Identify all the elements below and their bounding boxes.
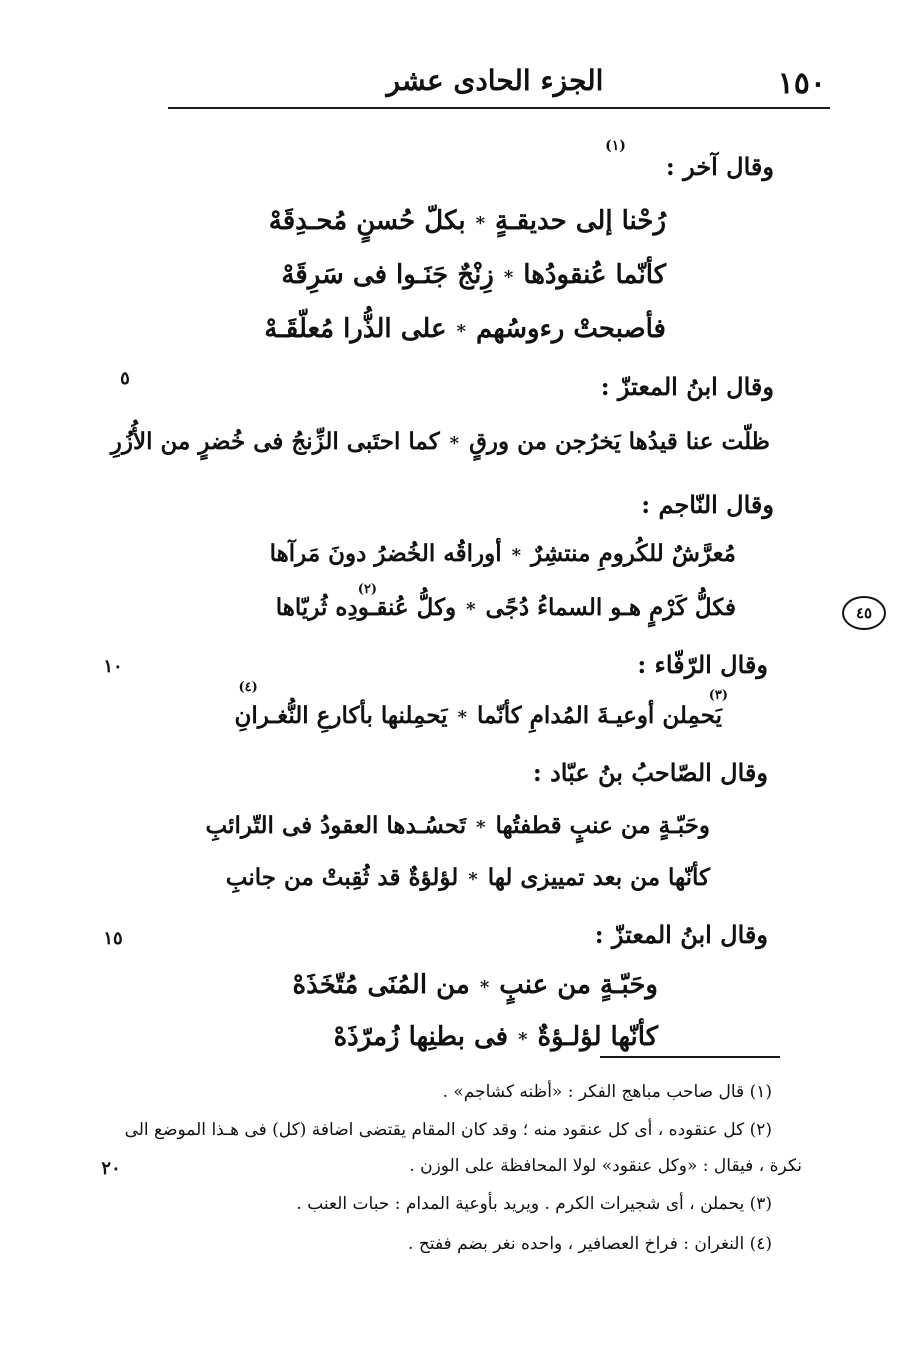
footnote-rule xyxy=(600,1056,780,1058)
verse-second-hemistich: زِنْجٌ جَنَـوا فى سَرِقَهْ xyxy=(281,260,494,290)
verse-separator: * xyxy=(456,321,466,342)
verse-first-hemistich: وحَبّـةٍ من عنبٍ قطفتُها xyxy=(495,812,710,839)
footnote-ref: (٣) xyxy=(708,688,728,703)
poem-intro: وقال ابنُ المعتزّ : xyxy=(594,920,768,949)
verse-separator: * xyxy=(511,545,522,566)
verse-second-hemistich: يَحمِلنها بأكارعِ النُّغـرانِ xyxy=(234,702,448,729)
verse-separator: * xyxy=(479,977,490,998)
margin-line-number: ١٠ xyxy=(103,656,123,677)
verse-first-hemistich: يَحمِلن أوعيـةَ المُدامِ كأنّما xyxy=(477,702,722,729)
verse-first-hemistich: فأصبحتْ رءوسُهم xyxy=(475,314,666,344)
verse-second-hemistich: أوراقُه الخُضرُ دونَ مَرآها xyxy=(269,540,502,567)
verse-separator: * xyxy=(476,817,486,838)
verse-line xyxy=(234,680,728,729)
verse-second-hemistich: وكلُّ عُنقـودِه ثُريّاها xyxy=(275,594,457,621)
verse-line xyxy=(275,582,736,621)
footnote: (٤) النغران : فراخ العصافير ، واحده نغر بضم ففتح . xyxy=(408,1234,772,1254)
verse-second-hemistich: على الذُّرا مُعلّقَـهْ xyxy=(264,314,447,344)
verse-first-hemistich: وحَبّـةٍ من عنبٍ xyxy=(499,970,658,1000)
verse-first-hemistich: كأنّها لؤلـؤةٌ xyxy=(537,1022,658,1052)
verse-second-hemistich: لؤلؤةٌ قد ثُقِبتْ من جانبِ xyxy=(225,864,459,891)
verse-separator: * xyxy=(466,599,476,620)
footnote: (١) قال صاحب مباهج الفكر : «أظنه كشاجم» . xyxy=(442,1082,772,1102)
footnote: (٢) كل عنقوده ، أى كل عنقود منه ؛ وقد كان المقام يقتضى اضافة (كل) فى هـذا الموضع الى xyxy=(124,1120,772,1140)
verse-second-hemistich: بكلّ حُسنٍ مُحـدِقَهْ xyxy=(268,206,466,236)
margin-page-seal: ٤٥ xyxy=(842,596,886,630)
verse-separator: * xyxy=(449,433,460,454)
verse-first-hemistich: كأنّها من بعد تمييزى لها xyxy=(487,864,710,891)
verse-line xyxy=(292,970,658,1000)
verse-separator: * xyxy=(503,267,514,288)
footnote: (٣) يحملن ، أى شجيرات الكرم . ويريد بأوعية المدام : حبات العنب . xyxy=(296,1194,772,1214)
verse-first-hemistich: رُحْنا إلى حديقـةٍ xyxy=(495,206,666,236)
verse-separator: * xyxy=(468,869,478,890)
poem-intro: وقال آخر :$^{(١)}$ xyxy=(605,138,774,181)
footnote-ref: (٢) xyxy=(357,582,378,597)
verse-separator: * xyxy=(518,1029,528,1050)
page-header xyxy=(0,0,902,120)
margin-line-number: ٥ xyxy=(120,368,130,389)
poem-intro: وقال ابنُ المعتزّ : xyxy=(600,372,774,401)
footnote-ref: (٤) xyxy=(238,680,258,695)
verse-first-hemistich: ظلّت عنا قيدُها يَخرُجن من ورقٍ xyxy=(469,428,770,455)
verse-first-hemistich: مُعرَّشٌ للكُرومِ منتشِرٌ xyxy=(531,540,736,567)
verse-separator: * xyxy=(475,213,486,234)
footnote-ref: (١) xyxy=(605,138,626,154)
margin-line-number: ١٥ xyxy=(103,928,123,949)
verse-line xyxy=(270,540,736,567)
page-number: ١٥٠ xyxy=(777,66,826,101)
verse-separator: * xyxy=(457,707,468,728)
verse-line xyxy=(226,864,710,891)
poem-intro: وقال النّاجم : xyxy=(641,490,774,519)
verse-second-hemistich: تَحسُـدها العقودُ فى التّرائبِ xyxy=(205,812,467,839)
header-rule xyxy=(168,107,830,109)
verse-line xyxy=(334,1022,658,1052)
verse-first-hemistich: كأنّما عُنقودُها xyxy=(523,260,666,290)
poem-intro: وقال الرّفّاء : xyxy=(637,650,768,679)
verse-line xyxy=(264,314,666,344)
margin-line-number: ٢٠ xyxy=(101,1158,121,1179)
verse-second-hemistich: من المُنَى مُتّخَذَهْ xyxy=(292,970,470,1000)
verse-first-hemistich: فكلُّ كَرْمٍ هـو السماءُ دُجًى xyxy=(485,594,736,621)
verse-line xyxy=(111,428,770,455)
verse-second-hemistich: فى بطنِها زُمرّذَهْ xyxy=(333,1022,509,1052)
verse-second-hemistich: كما احتَبى الزِّنجُ فى خُضرٍ من الأُزُرِ xyxy=(110,428,440,455)
verse-line xyxy=(281,260,666,290)
verse-line xyxy=(269,206,666,236)
poem-intro: وقال الصّاحبُ بنُ عبّاد : xyxy=(532,758,768,787)
verse-line xyxy=(206,812,710,839)
footnote-continuation: نكرة ، فيقال : «وكل عنقود» لولا المحافظة على الوزن . xyxy=(409,1156,802,1176)
running-title: الجزء الحادى عشر xyxy=(386,64,604,97)
